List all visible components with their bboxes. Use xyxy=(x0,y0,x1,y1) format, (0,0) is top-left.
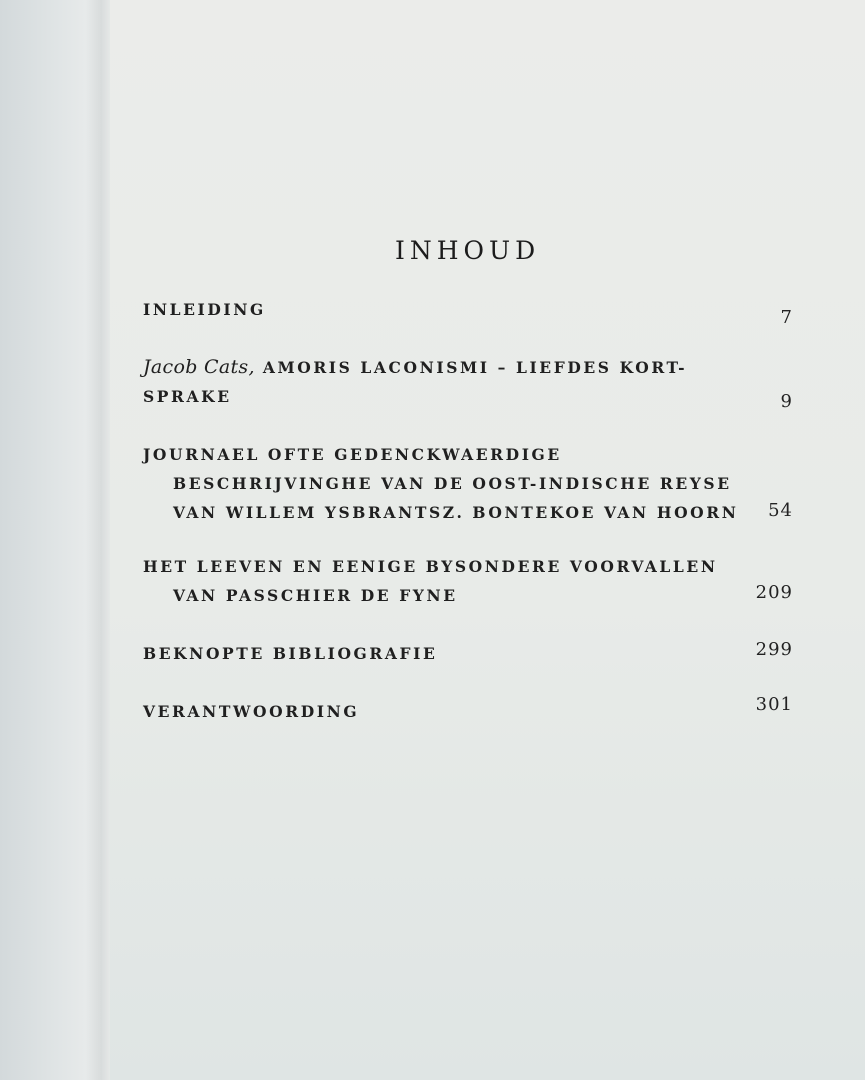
toc-entry-title: HET LEEVEN EN EENIGE BYSONDERE VOORVALLEN xyxy=(143,557,718,576)
toc-entry-bibliografie xyxy=(143,639,793,668)
toc-page-number: 299 xyxy=(755,639,793,660)
toc-page-number: 7 xyxy=(780,307,793,328)
page-title: INHOUD xyxy=(395,236,541,265)
toc-entry-title: AMORIS LACONISMI – LIEFDES KORT- xyxy=(262,358,688,377)
book-page xyxy=(110,0,865,1080)
toc-entry-title: INLEIDING xyxy=(143,300,266,319)
toc-page-number: 209 xyxy=(755,582,793,603)
toc-entry-verantwoording xyxy=(143,694,793,726)
toc-entry-title: VERANTWOORDING xyxy=(143,702,360,721)
toc-entry-title-continued: BESCHRIJVINGHE VAN DE OOST-INDISCHE REYSE xyxy=(173,474,732,493)
toc-entry-title-continued: VAN PASSCHIER DE FYNE xyxy=(173,586,458,605)
toc-entry-author: Jacob Cats, xyxy=(143,356,255,378)
toc-entry-title: JOURNAEL OFTE GEDENCKWAERDIGE xyxy=(143,445,562,464)
toc-entry-inleiding xyxy=(143,295,793,328)
toc-entry-title-continued: VAN WILLEM YSBRANTSZ. BONTEKOE VAN HOORN xyxy=(173,503,739,522)
toc-entry-cats xyxy=(143,353,793,411)
toc-entry-leeven xyxy=(143,552,793,610)
toc-page-number: 9 xyxy=(780,391,793,412)
toc-entry-title-line xyxy=(143,353,793,382)
toc-entry-title-continued: SPRAKE xyxy=(143,387,232,406)
book-gutter xyxy=(0,0,110,1080)
toc-entry-title: BEKNOPTE BIBLIOGRAFIE xyxy=(143,644,438,663)
toc-page-number: 54 xyxy=(768,500,793,521)
toc-page-number: 301 xyxy=(755,694,793,715)
toc-entry-journael xyxy=(143,440,793,527)
